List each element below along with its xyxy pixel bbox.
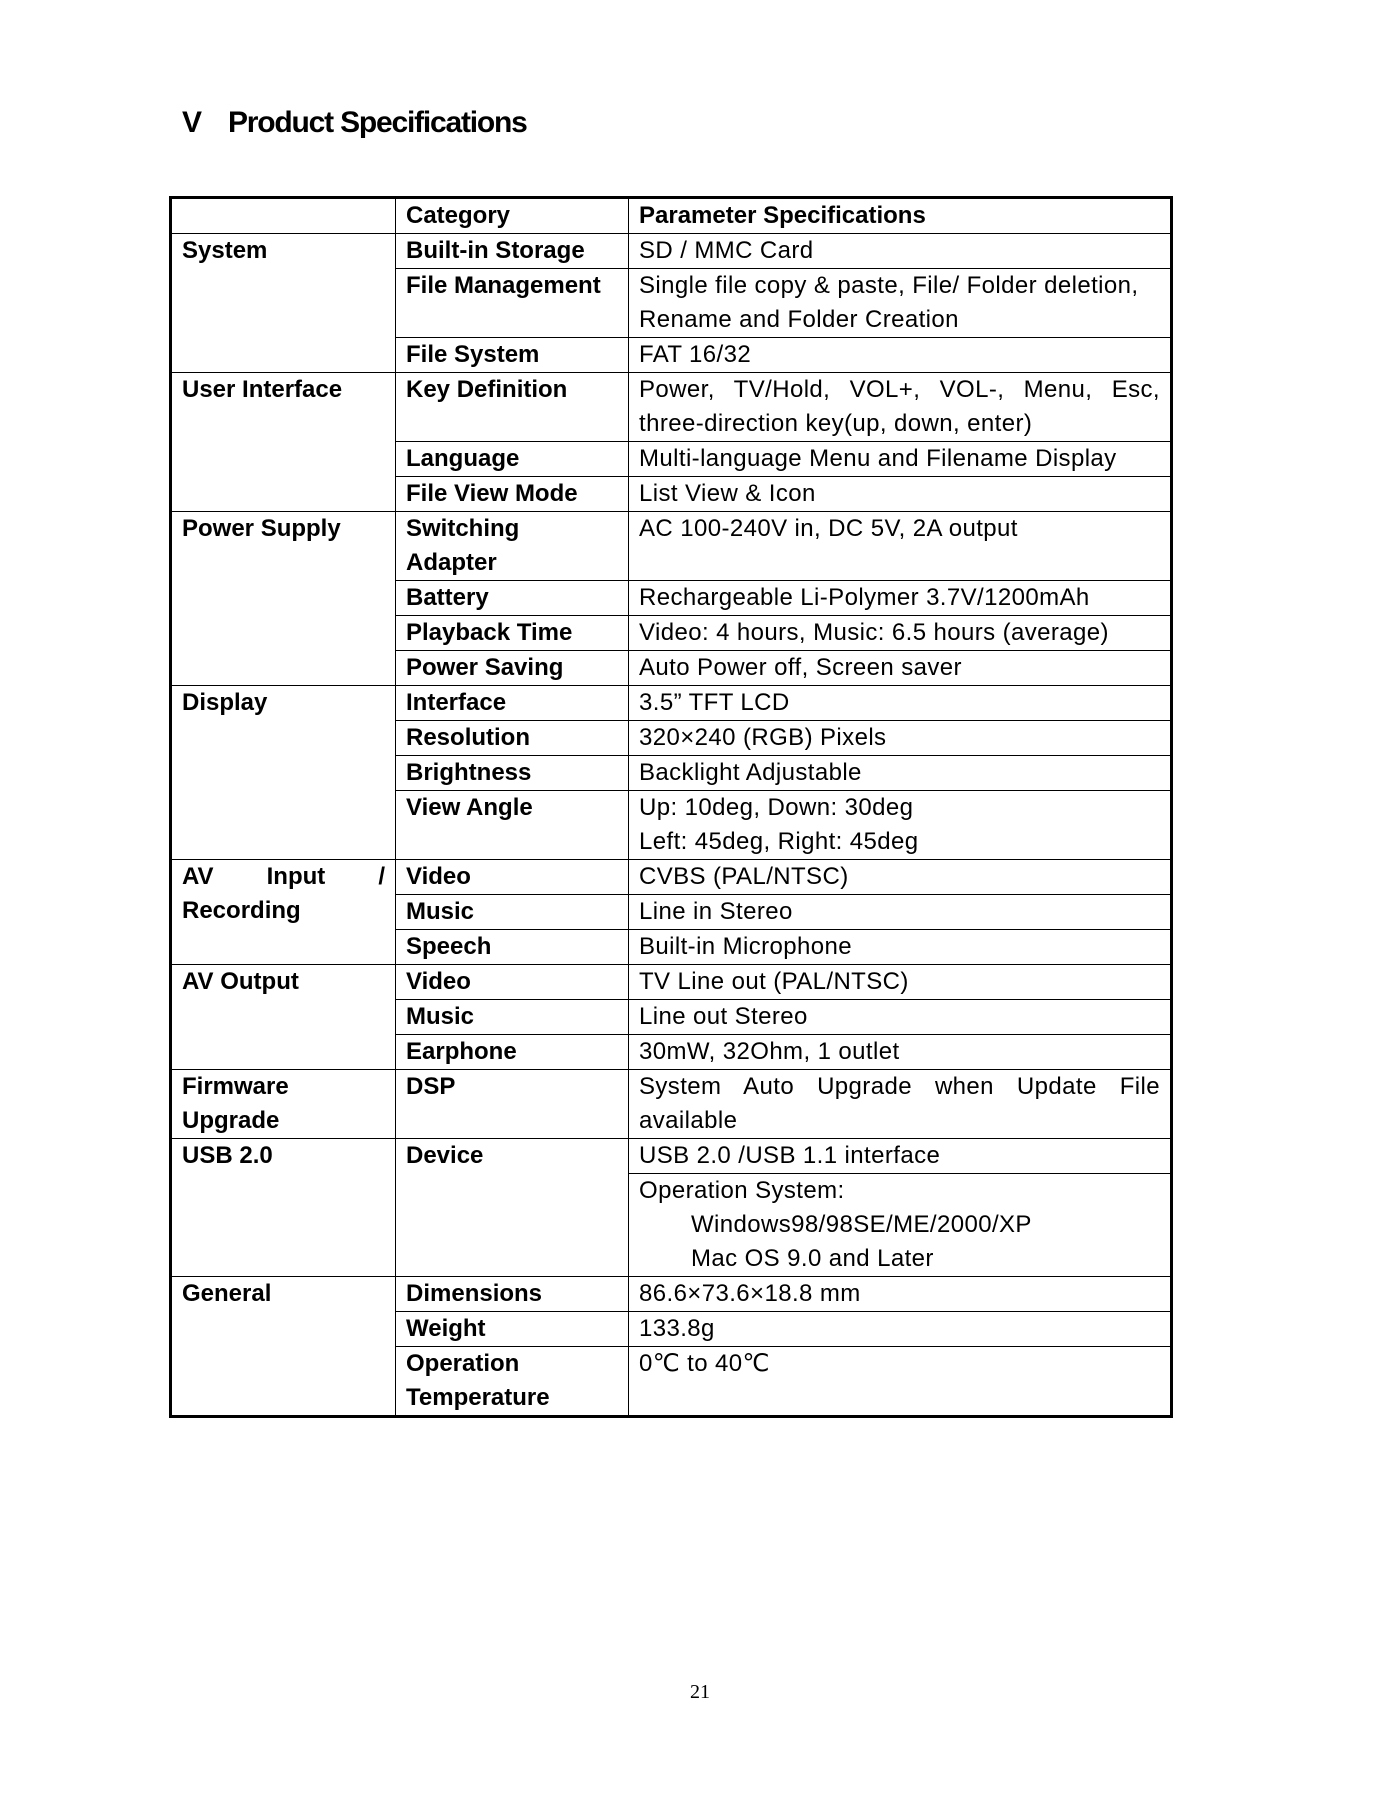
row-value: AC 100-240V in, DC 5V, 2A output	[629, 512, 1172, 581]
row-category: Switching Adapter	[396, 512, 629, 581]
table-header-row	[171, 198, 1172, 234]
header-parameter: Parameter Specifications	[629, 198, 1172, 234]
row-value: System Auto Upgrade when Update File available	[629, 1070, 1172, 1139]
row-category: Video	[396, 860, 629, 895]
firmware-word: Firmware	[182, 1073, 289, 1100]
value-line: Operation System:	[639, 1177, 845, 1204]
row-category: File Management	[396, 269, 629, 338]
table-row	[171, 860, 1172, 895]
row-category: View Angle	[396, 791, 629, 860]
row-value: Backlight Adjustable	[629, 756, 1172, 791]
table-row	[171, 512, 1172, 581]
row-category: Music	[396, 895, 629, 930]
value-line: Windows98/98SE/ME/2000/XP	[691, 1211, 1032, 1238]
row-value: 86.6×73.6×18.8 mm	[629, 1277, 1172, 1312]
av-input-line	[182, 860, 385, 894]
value-line: Mac OS 9.0 and Later	[691, 1245, 934, 1272]
row-category: Interface	[396, 686, 629, 721]
row-category: Weight	[396, 1312, 629, 1347]
table-row	[171, 1070, 1172, 1139]
row-category: Device	[396, 1139, 629, 1277]
upgrade-word: Upgrade	[182, 1107, 280, 1134]
row-category: Dimensions	[396, 1277, 629, 1312]
table-row	[171, 234, 1172, 269]
row-value: 0℃ to 40℃	[629, 1347, 1172, 1417]
row-value: Power, TV/Hold, VOL+, VOL-, Menu, Esc, three-direction key(up, down, enter)	[629, 373, 1172, 442]
group-usb: USB 2.0	[171, 1139, 396, 1277]
section-number: V	[182, 106, 201, 139]
value-line: Up: 10deg, Down: 30deg	[639, 794, 914, 821]
row-category: Video	[396, 965, 629, 1000]
row-category: Battery	[396, 581, 629, 616]
row-category: Speech	[396, 930, 629, 965]
spec-table	[169, 196, 1173, 1418]
row-category: Resolution	[396, 721, 629, 756]
group-user-interface: User Interface	[171, 373, 396, 512]
row-value: Line in Stereo	[629, 895, 1172, 930]
header-group-cell	[171, 198, 396, 234]
row-value: SD / MMC Card	[629, 234, 1172, 269]
row-category: File View Mode	[396, 477, 629, 512]
group-general: General	[171, 1277, 396, 1417]
row-value	[629, 791, 1172, 860]
row-value: CVBS (PAL/NTSC)	[629, 860, 1172, 895]
av-word: AV	[182, 863, 214, 890]
row-category: Power Saving	[396, 651, 629, 686]
slash-word: /	[378, 863, 385, 890]
row-category: Language	[396, 442, 629, 477]
input-word: Input	[266, 863, 326, 890]
section-heading: Product Specifications	[228, 106, 527, 139]
row-value: Auto Power off, Screen saver	[629, 651, 1172, 686]
group-system: System	[171, 234, 396, 373]
group-av-output: AV Output	[171, 965, 396, 1070]
row-value: 3.5” TFT LCD	[629, 686, 1172, 721]
row-value: Rechargeable Li-Polymer 3.7V/1200mAh	[629, 581, 1172, 616]
table-row	[171, 373, 1172, 442]
row-value: Line out Stereo	[629, 1000, 1172, 1035]
group-firmware-upgrade	[171, 1070, 396, 1139]
row-value: Single file copy & paste, File/ Folder deletion, Rename and Folder Creation	[629, 269, 1172, 338]
row-category: Operation Temperature	[396, 1347, 629, 1417]
page-number: 21	[690, 1681, 710, 1703]
row-category: Key Definition	[396, 373, 629, 442]
row-value: Built-in Microphone	[629, 930, 1172, 965]
row-category: File System	[396, 338, 629, 373]
row-category: Music	[396, 1000, 629, 1035]
row-value: Video: 4 hours, Music: 6.5 hours (average)	[629, 616, 1172, 651]
table-row	[171, 1139, 1172, 1174]
recording-word: Recording	[182, 897, 301, 924]
row-category: Playback Time	[396, 616, 629, 651]
row-category: Brightness	[396, 756, 629, 791]
row-value: FAT 16/32	[629, 338, 1172, 373]
table-row	[171, 965, 1172, 1000]
group-av-input-recording	[171, 860, 396, 965]
row-value: 320×240 (RGB) Pixels	[629, 721, 1172, 756]
table-row	[171, 1277, 1172, 1312]
row-value	[629, 1174, 1172, 1277]
row-value: USB 2.0 /USB 1.1 interface	[629, 1139, 1172, 1174]
row-value: 30mW, 32Ohm, 1 outlet	[629, 1035, 1172, 1070]
group-power-supply: Power Supply	[171, 512, 396, 686]
row-value: Multi-language Menu and Filename Display	[629, 442, 1172, 477]
row-value: List View & Icon	[629, 477, 1172, 512]
row-category: DSP	[396, 1070, 629, 1139]
row-category: Built-in Storage	[396, 234, 629, 269]
row-category: Earphone	[396, 1035, 629, 1070]
row-value: TV Line out (PAL/NTSC)	[629, 965, 1172, 1000]
group-display: Display	[171, 686, 396, 860]
row-value: 133.8g	[629, 1312, 1172, 1347]
header-category: Category	[396, 198, 629, 234]
table-row	[171, 686, 1172, 721]
value-line: Left: 45deg, Right: 45deg	[639, 828, 919, 855]
section-title	[182, 106, 527, 140]
